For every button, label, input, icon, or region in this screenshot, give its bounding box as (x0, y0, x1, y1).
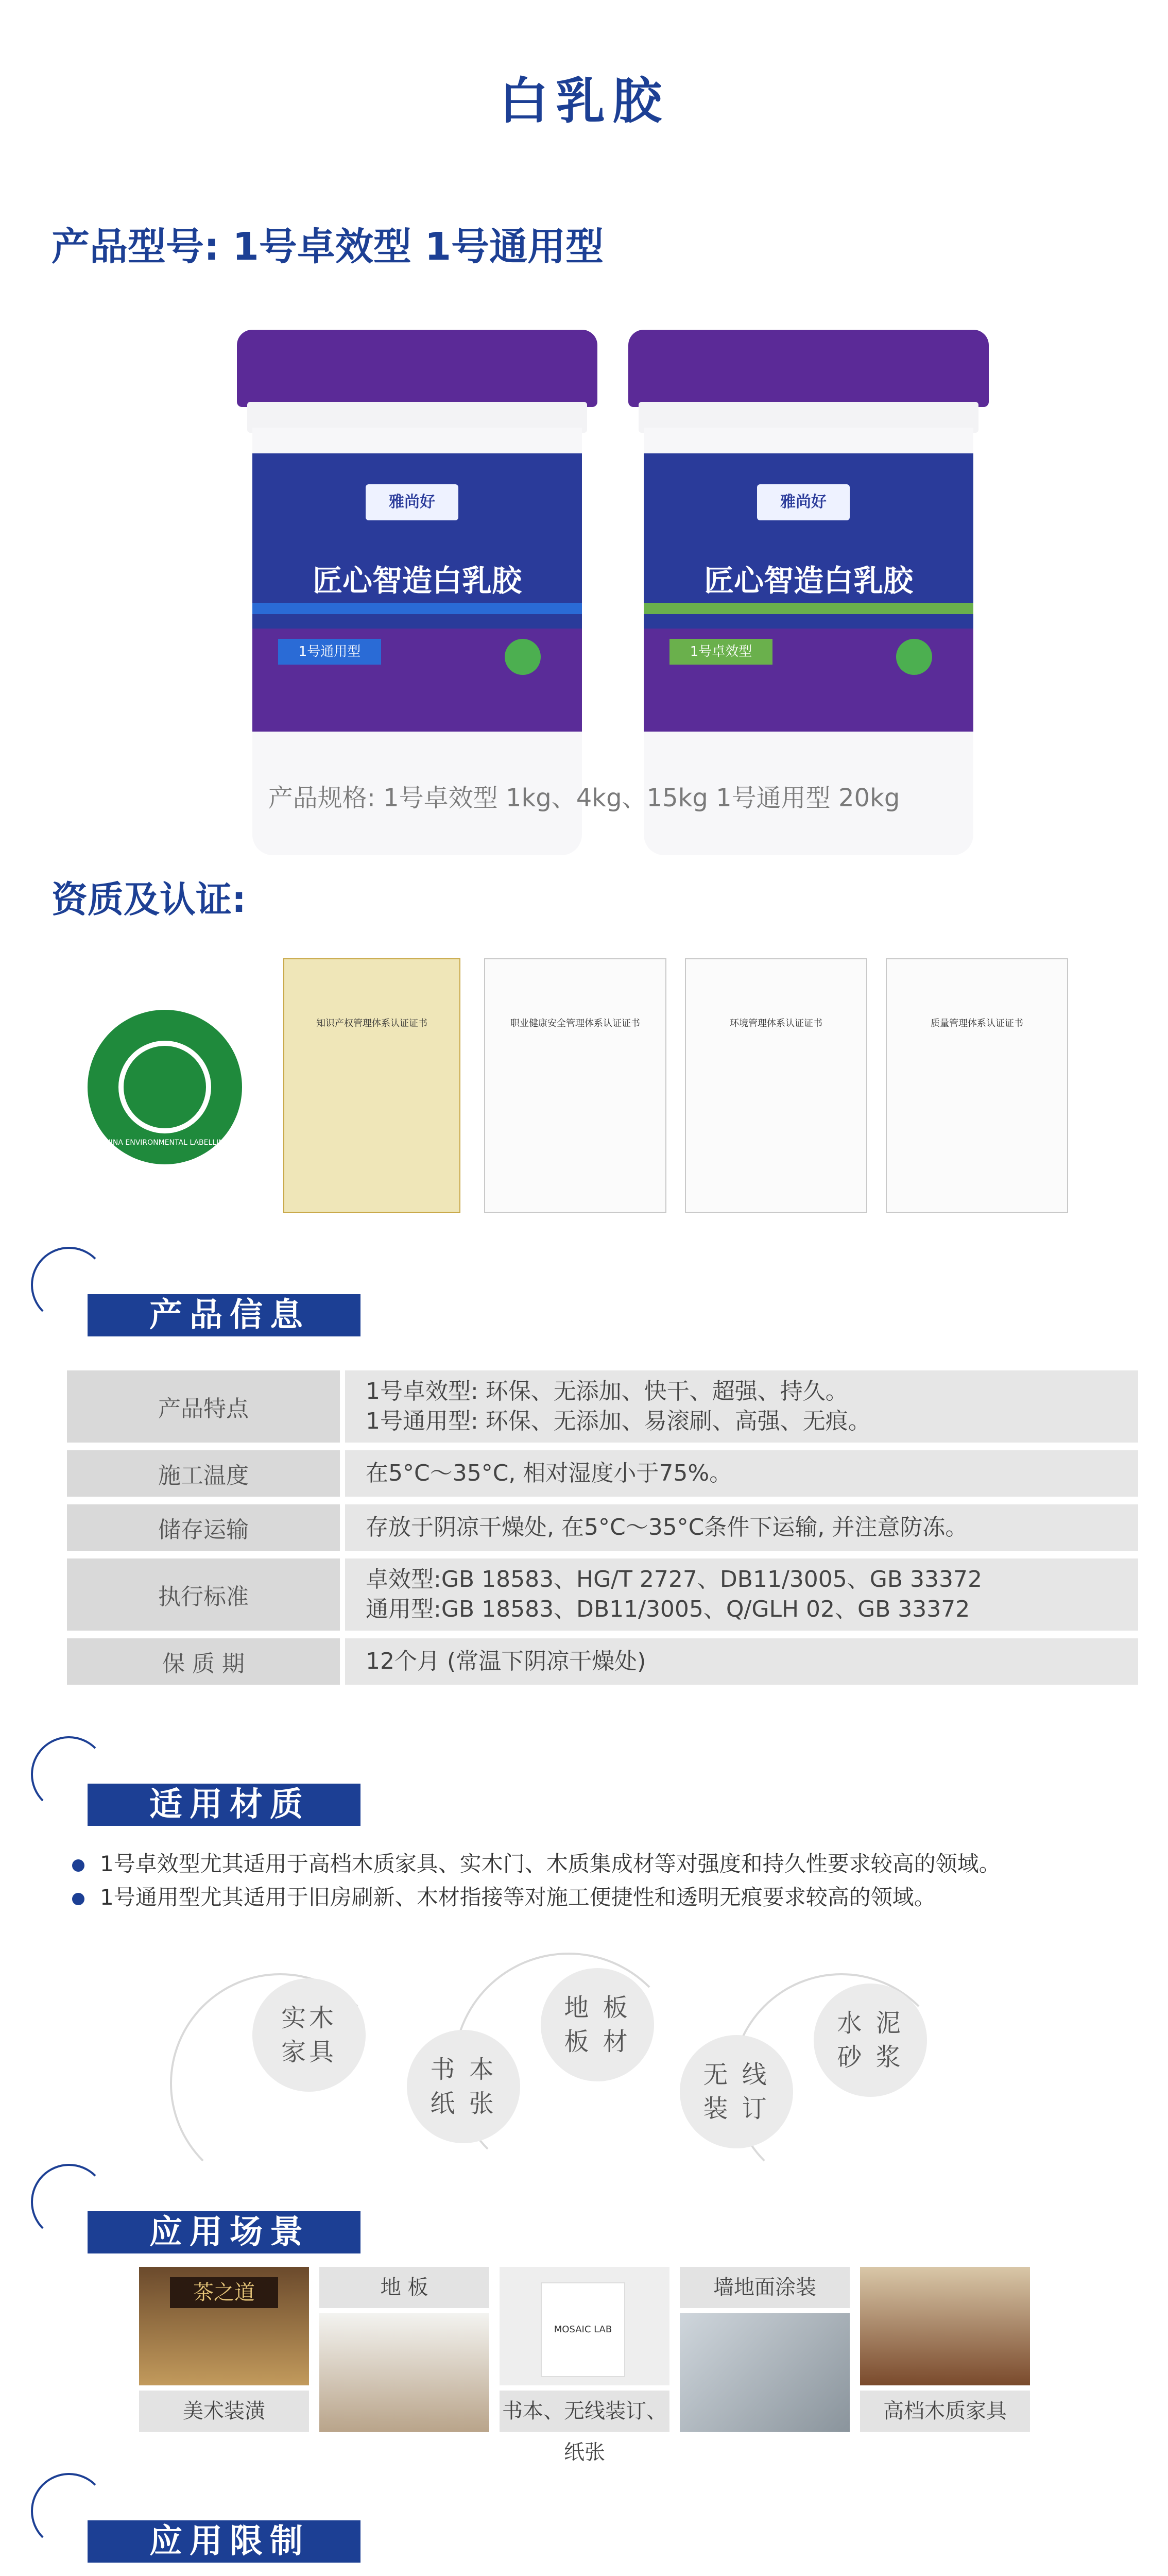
section-header-limits (31, 2473, 371, 2566)
info-row-storage (67, 1504, 1138, 1551)
info-label: 储存运输 (67, 1504, 340, 1551)
scene-floor (319, 2267, 489, 2432)
scene-books (500, 2267, 669, 2464)
info-row-shelf-life (67, 1638, 1138, 1685)
section-title: 应用场景 (88, 2211, 360, 2253)
scene-art-decoration (139, 2267, 309, 2432)
scene-image: MOSAIC LAB (500, 2267, 669, 2385)
certificate-ohs (484, 958, 666, 1213)
info-row-standards (67, 1558, 1138, 1631)
bucket-type-tag: 1号通用型 (278, 639, 381, 665)
material-circle-paper: 书 本 纸 张 (407, 2030, 520, 2143)
china-environmental-label-icon (88, 1010, 242, 1164)
eco-seal-icon (505, 639, 541, 675)
materials-bullet: 1号卓效型尤其适用于高档木质家具、实木门、木质集成材等对强度和持久性要求较高的领域。 (72, 1847, 1001, 1878)
scene-caption: 美术装潢 (139, 2391, 309, 2432)
scene-wall-coating (680, 2267, 850, 2432)
section-title: 产品信息 (88, 1294, 360, 1336)
info-value: 通用型:GB 18583、DB11/3005、Q/GLH 02、GB 33372 (366, 1596, 970, 1622)
section-title: 适用材质 (88, 1784, 360, 1826)
scene-caption: 地 板 (319, 2267, 489, 2308)
bucket-lid (628, 330, 989, 407)
eco-label-text: CHINA ENVIRONMENTAL LABELLING (100, 1139, 230, 1147)
info-value: 1号通用型: 环保、无添加、易滚刷、高强、无痕。 (366, 1408, 871, 1434)
section-title: 应用限制 (88, 2520, 360, 2563)
scene-caption: 墙地面涂装 (680, 2267, 850, 2308)
info-label: 执行标准 (67, 1558, 340, 1631)
brand-logo: 雅尚好 (366, 484, 458, 520)
bucket-label-band (644, 453, 973, 629)
material-circle-binding: 无 线 装 订 (680, 2035, 793, 2148)
info-label: 产品特点 (67, 1370, 340, 1443)
scene-caption: 高档木质家具 (860, 2391, 1030, 2432)
scene-image (680, 2313, 850, 2432)
material-circle-cement: 水 泥 砂 浆 (814, 1984, 927, 2097)
info-row-features (67, 1370, 1138, 1443)
product-spec-line: 产品规格: 1号卓效型 1kg、4kg、15kg 1号通用型 20kg (268, 784, 900, 812)
info-label: 保 质 期 (67, 1638, 340, 1685)
info-label: 施工温度 (67, 1450, 340, 1497)
scene-image: 茶之道 (139, 2267, 309, 2385)
certificate-title: 环境管理体系认证证书 (730, 1018, 822, 1029)
qualification-title: 资质及认证: (51, 878, 246, 921)
certificate-title: 知识产权管理体系认证证书 (316, 1018, 427, 1029)
bucket-label-band (252, 453, 582, 629)
scene-furniture (860, 2267, 1030, 2432)
bullet-dot-icon (72, 1859, 84, 1872)
eco-seal-icon (896, 639, 932, 675)
info-value: 在5°C～35°C, 相对湿度小于75%。 (366, 1460, 732, 1486)
certificate-title: 职业健康安全管理体系认证证书 (510, 1018, 640, 1029)
material-circle-board: 地 板 板 材 (541, 1968, 654, 2081)
info-value: 存放于阴凉干燥处, 在5°C～35°C条件下运输, 并注意防冻。 (366, 1514, 968, 1540)
page-title: 白乳胶 (499, 72, 669, 130)
scene-image (860, 2267, 1030, 2385)
bucket-type-tag: 1号卓效型 (669, 639, 772, 665)
scene-caption: 书本、无线装订、纸张 (500, 2391, 669, 2432)
bucket-stripe (644, 603, 973, 614)
product-model-line: 产品型号: 1号卓效型 1号通用型 (51, 225, 604, 269)
section-header-materials (31, 1736, 371, 1829)
bucket-stripe (252, 603, 582, 614)
scene-image (319, 2313, 489, 2432)
section-header-product-info (31, 1247, 371, 1340)
material-circle-solidwood: 实木 家具 (252, 1978, 366, 2092)
bucket-product-name: 匠心智造白乳胶 (703, 563, 913, 598)
brand-logo: 雅尚好 (757, 484, 850, 520)
info-value: 1号卓效型: 环保、无添加、快干、超强、持久。 (366, 1378, 848, 1404)
info-value: 12个月 (常温下阴凉干燥处) (366, 1648, 646, 1674)
bullet-dot-icon (72, 1893, 84, 1905)
certificate-env (685, 958, 867, 1213)
certificate-quality (886, 958, 1068, 1213)
bucket-product-name: 匠心智造白乳胶 (312, 563, 522, 598)
certificate-title: 质量管理体系认证证书 (931, 1018, 1023, 1029)
section-header-scenes (31, 2164, 371, 2257)
info-row-temperature (67, 1450, 1138, 1497)
bucket-lid (237, 330, 597, 407)
certificate-ip (283, 958, 460, 1213)
info-value: 卓效型:GB 18583、HG/T 2727、DB11/3005、GB 33372 (366, 1566, 983, 1592)
materials-bullet: 1号通用型尤其适用于旧房刷新、木材指接等对施工便捷性和透明无痕要求较高的领域。 (72, 1880, 936, 1911)
